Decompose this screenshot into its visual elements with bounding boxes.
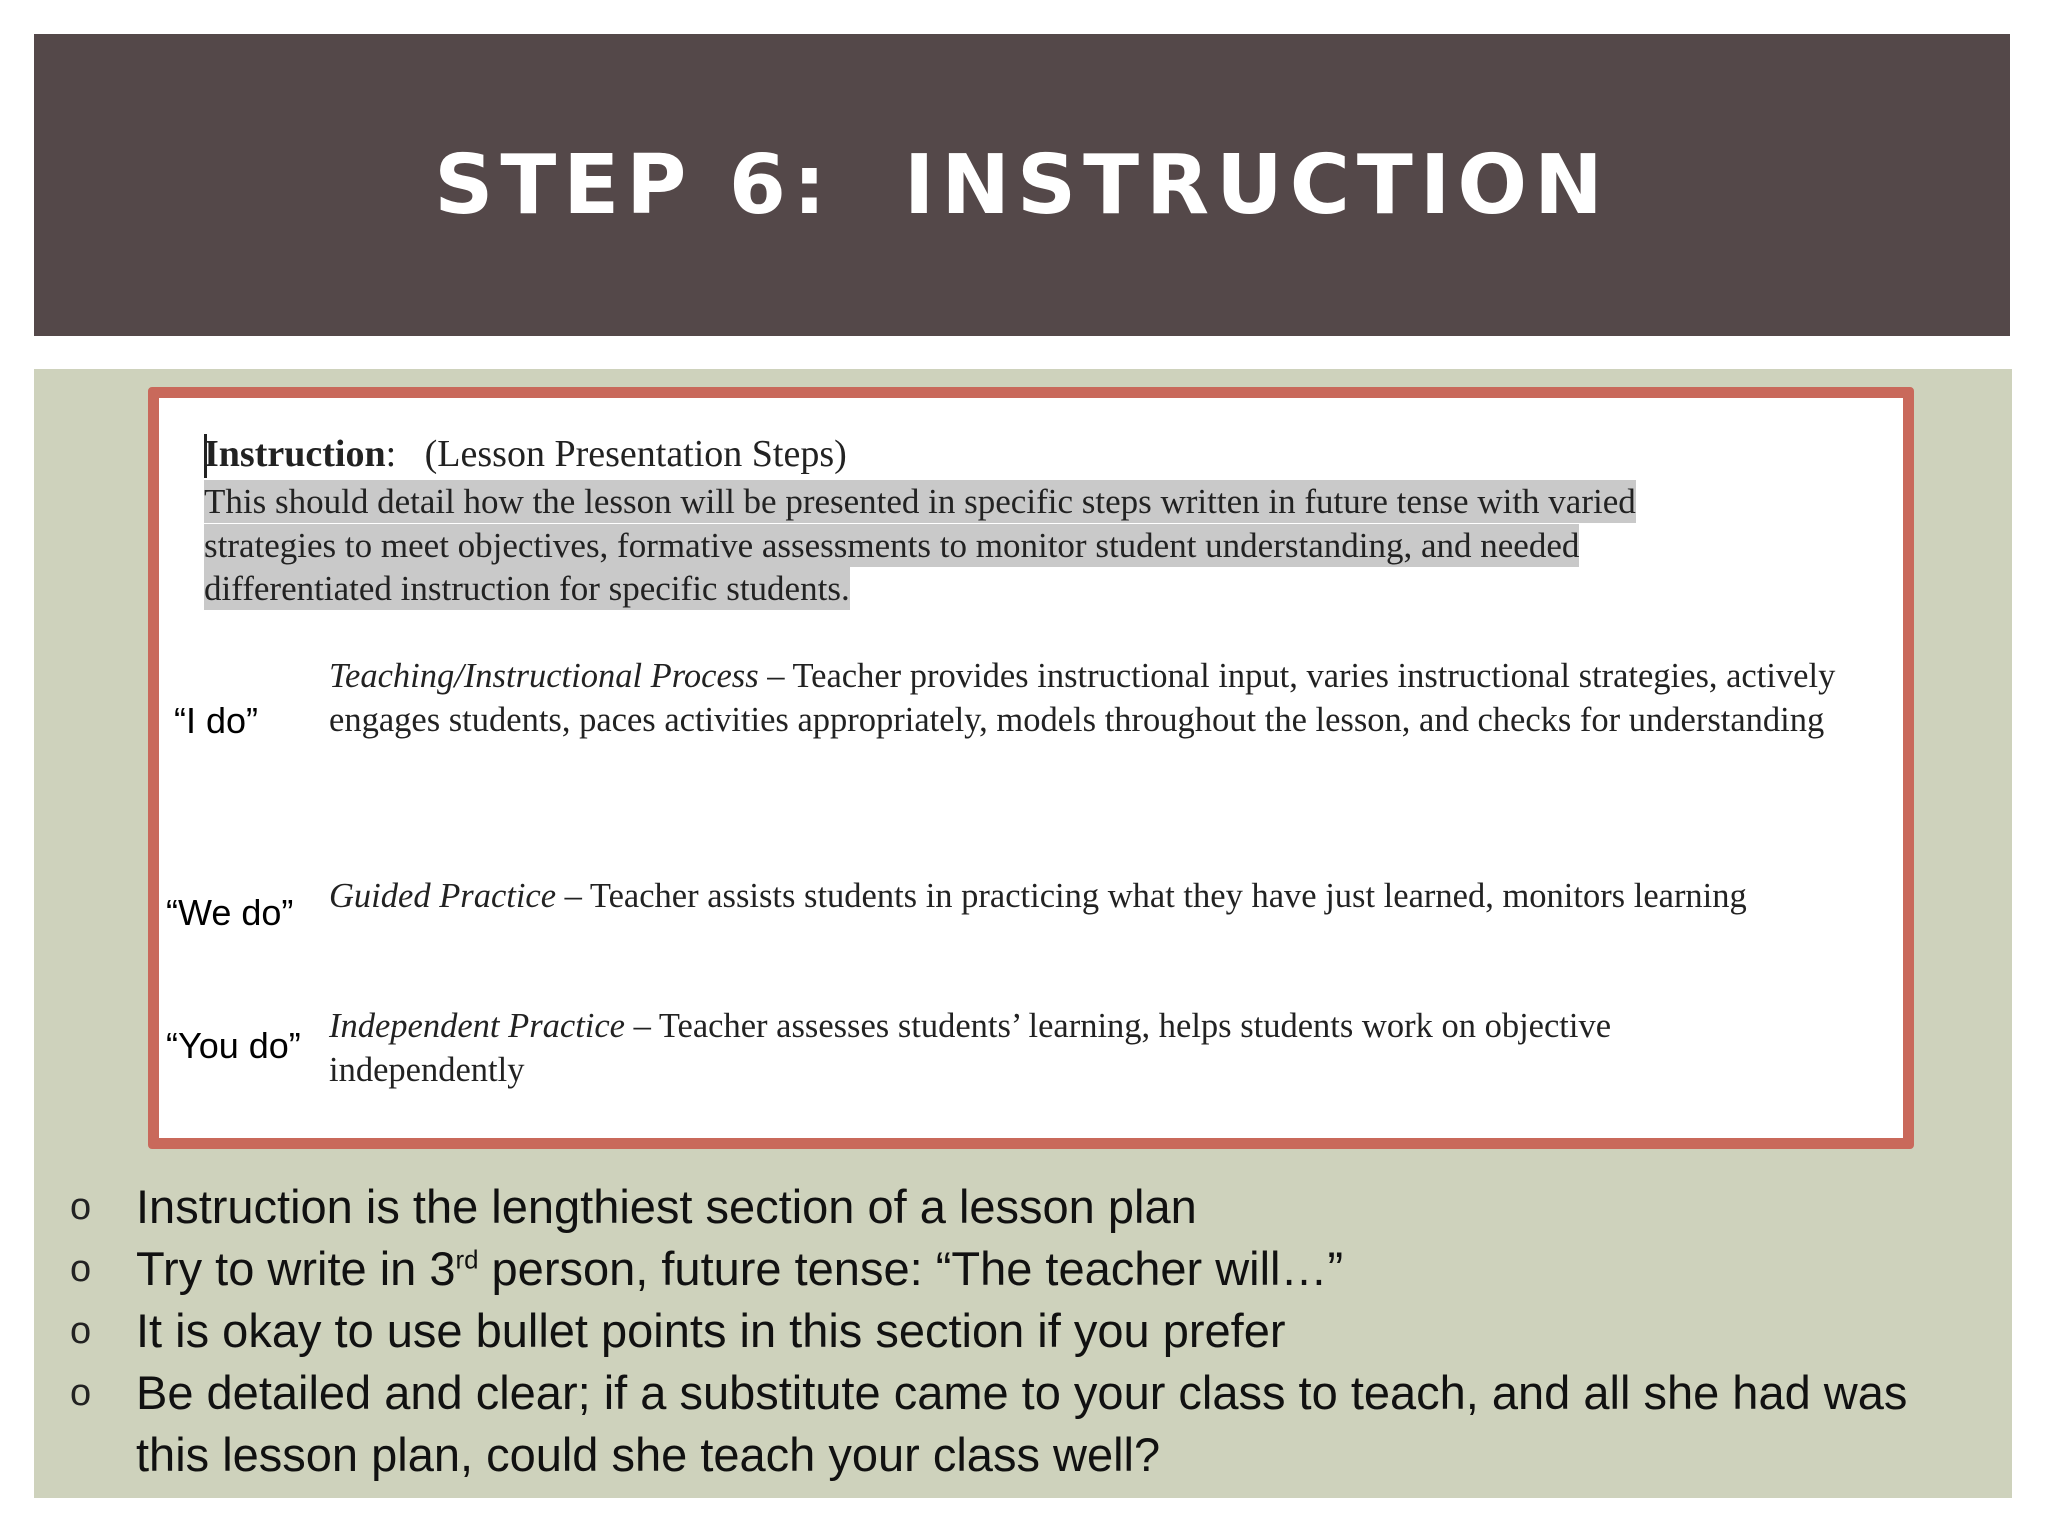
- ordinal-suffix: rd: [455, 1246, 479, 1275]
- row-title: Teaching/Instructional Process: [329, 657, 759, 695]
- row-text: – Teacher assists students in practicing what they have just learned, monitors learning: [556, 877, 1747, 915]
- bullet-marker: o: [70, 1310, 92, 1352]
- document-heading: [204, 432, 847, 476]
- bullet-marker: o: [70, 1248, 92, 1290]
- highlighted-text: This should detail how the lesson will be presented in specific steps written in future tense with varied strategies to meet objectives, formative assessments to monitor student understanding, and needed differentiated instruction for specific students.: [204, 482, 1636, 608]
- bullet-text: Be detailed and clear; if a substitute came to your class to teach, and all she had was this lesson plan, could she teach your class well?: [136, 1366, 1908, 1481]
- title-bar: [34, 34, 2010, 336]
- label-you-do: “You do”: [166, 1025, 301, 1066]
- bullet-list: [70, 1176, 1990, 1486]
- bullet-text: Instruction is the lengthiest section of a lesson plan: [136, 1180, 1197, 1233]
- row-guided-practice: [329, 875, 1799, 919]
- row-text: – Teacher provides instructional input, varies instructional strategies, actively engages students, paces activities appropriately, models throughout the lesson, and checks for understanding: [329, 657, 1836, 739]
- heading-label: Instruction: [204, 433, 386, 475]
- bullet-item: [70, 1362, 1990, 1486]
- bullet-text: Try to write in 3: [136, 1242, 456, 1295]
- heading-colon: :: [385, 433, 397, 475]
- bullet-text: It is okay to use bullet points in this section if you prefer: [136, 1304, 1286, 1357]
- row-independent-practice: [329, 1005, 1799, 1092]
- row-teaching-process: [329, 655, 1899, 742]
- heading-subtitle: (Lesson Presentation Steps): [424, 433, 847, 475]
- bullet-item: [70, 1300, 1990, 1362]
- bullet-item: [70, 1176, 1990, 1238]
- row-title: Independent Practice: [329, 1007, 625, 1045]
- label-i-do: “I do”: [174, 700, 259, 741]
- bullet-marker: o: [70, 1372, 92, 1414]
- bullet-text-continued: person, future tense: “The teacher will…”: [478, 1242, 1344, 1295]
- row-title: Guided Practice: [329, 877, 557, 915]
- label-we-do: “We do”: [166, 892, 294, 933]
- bullet-item: [70, 1238, 1990, 1300]
- bullet-marker: o: [70, 1186, 92, 1228]
- slide-title: STEP 6: INSTRUCTION: [434, 137, 1610, 233]
- row-text: – Teacher assesses students’ learning, helps students work on objective independently: [329, 1007, 1612, 1089]
- document-description: [204, 480, 1774, 611]
